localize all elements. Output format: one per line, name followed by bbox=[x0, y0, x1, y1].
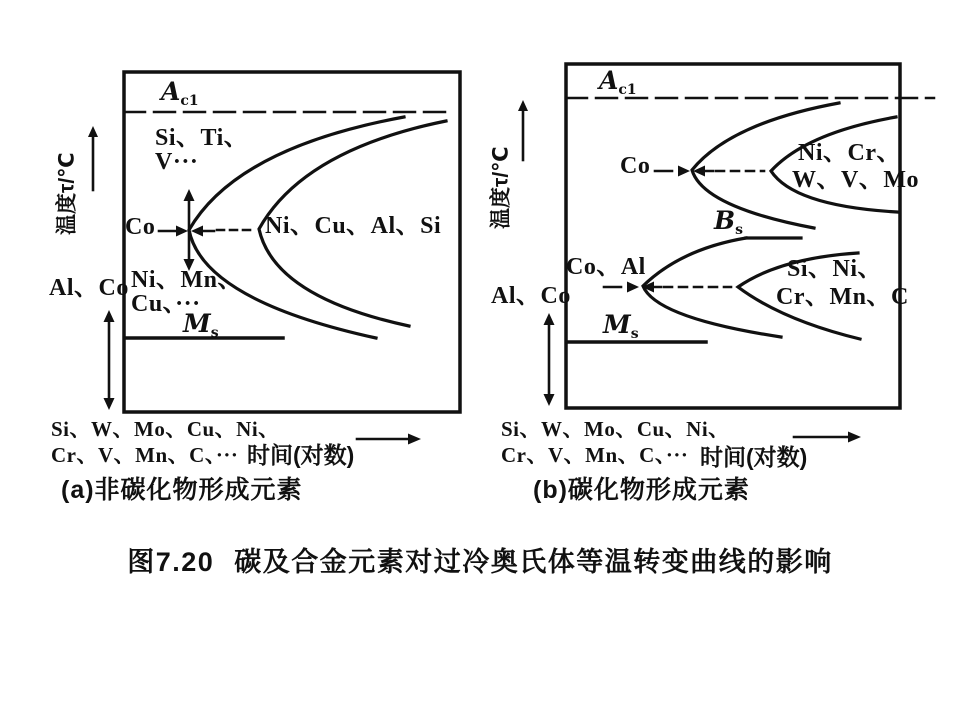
panel-a-si-ti-v-label-line1: Si、Ti、 bbox=[155, 125, 249, 151]
panel-a-subcaption: (a)非碳化物形成元素 bbox=[61, 476, 303, 504]
panel-b-xaxis-elements-line1: Si、W、Mo、Cu、Ni、 bbox=[501, 417, 730, 441]
panel-a-yaxis-arrowhead bbox=[88, 126, 98, 137]
figure-caption-text: 碳及合金元素对过冷奥氏体等温转变曲线的影响 bbox=[234, 547, 833, 577]
panel-a-frame bbox=[124, 72, 460, 412]
panel-b-co-al-label: Co、Al bbox=[566, 254, 646, 280]
panel-a-al-co-label: Al、Co bbox=[49, 275, 129, 301]
panel-b-ni-cr-label-line1: Ni、Cr、 bbox=[798, 140, 901, 166]
figure-caption-number: 图7.20 bbox=[127, 547, 215, 577]
panel-a-xaxis-time-label: 时间(对数) bbox=[247, 442, 355, 468]
panel-a-xaxis-elements-line2: Cr、V、Mn、C、··· bbox=[51, 443, 239, 467]
panel-b-xaxis-time-label: 时间(对数) bbox=[700, 444, 808, 470]
panel-a-si-ti-v-label-line2: V··· bbox=[155, 149, 199, 175]
panel-a-xaxis-arrowhead bbox=[408, 434, 421, 445]
panel-b-xaxis-arrowhead bbox=[848, 432, 861, 443]
panel-a-ni-mn-cu-label-line2: Cu、··· bbox=[131, 291, 201, 317]
panel-a-ac1-label: $A_{c1}$ bbox=[161, 77, 199, 109]
panel-a-ni-mn-cu-label-line1: Ni、Mn、 bbox=[131, 267, 242, 293]
panel-b-subcaption: (b)碳化物形成元素 bbox=[533, 476, 750, 504]
panel-b-ms-label: $M_s$ bbox=[603, 310, 639, 342]
panel-a-co-label: Co bbox=[125, 214, 156, 240]
panel-a-plot bbox=[88, 72, 460, 445]
panel-b-yaxis-label: 温度τ/℃ bbox=[489, 146, 513, 230]
panel-b-yaxis-arrowhead bbox=[518, 100, 528, 111]
panel-a-xaxis-elements-line1: Si、W、Mo、Cu、Ni、 bbox=[51, 417, 280, 441]
figure-caption bbox=[0, 540, 960, 579]
panel-b-ac1-label: $A_{c1}$ bbox=[599, 66, 637, 98]
panel-b-si-ni-label-line1: Si、Ni、 bbox=[787, 256, 883, 282]
panel-a-yaxis-label: 温度τ/℃ bbox=[55, 152, 79, 236]
panel-b-bs-label: $B_s$ bbox=[714, 206, 744, 238]
panel-b-lower-nose-arrowheads bbox=[627, 282, 654, 293]
panel-a-ms-label: $M_s$ bbox=[183, 309, 219, 341]
panel-b-si-ni-label-line2: Cr、Mn、C bbox=[776, 284, 909, 310]
panel-b-ni-cr-label-line2: W、V、Mo bbox=[792, 167, 919, 193]
panel-b-al-co-label: Al、Co bbox=[491, 283, 571, 309]
panel-a-ni-cu-al-si-label: Ni、Cu、Al、Si bbox=[265, 213, 442, 239]
panel-b-co-label: Co bbox=[620, 153, 651, 179]
panel-b-xaxis-elements-line2: Cr、V、Mn、C、··· bbox=[501, 443, 689, 467]
